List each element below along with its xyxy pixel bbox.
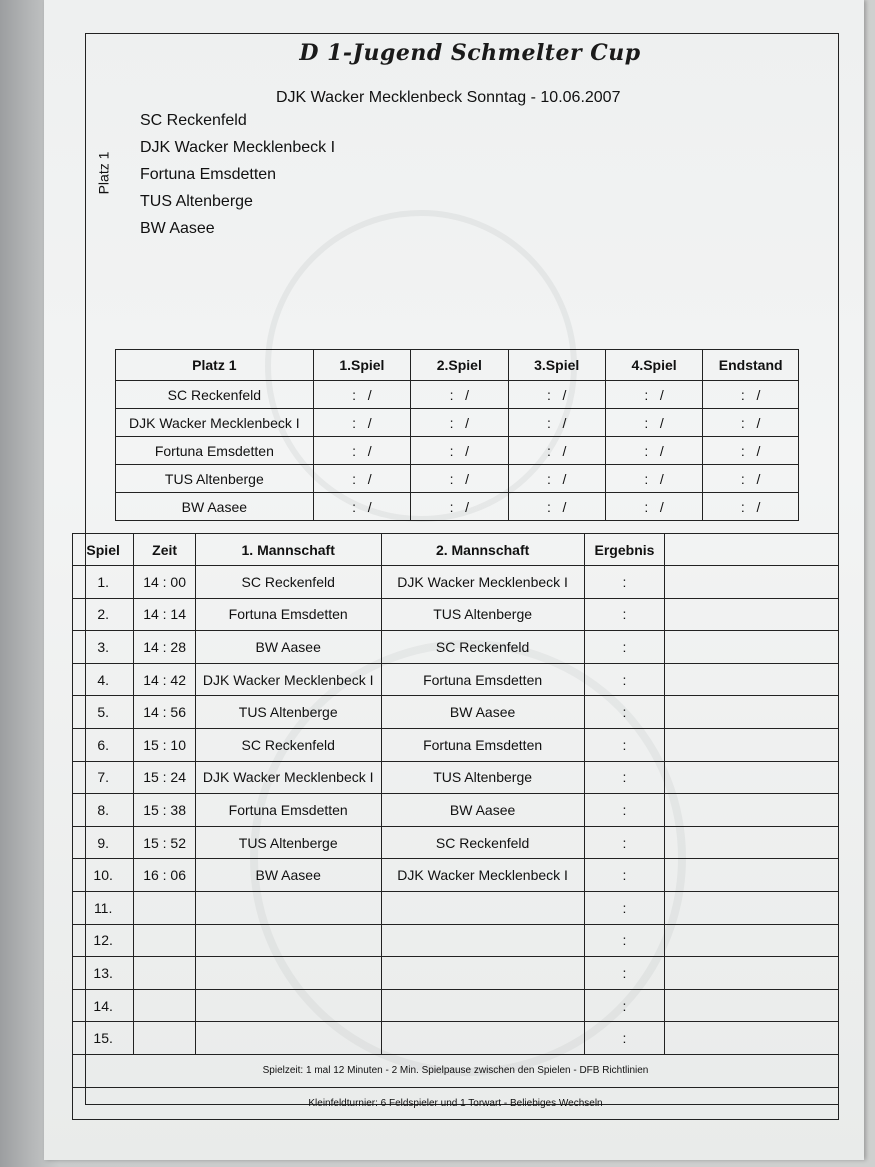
schedule-time xyxy=(134,891,196,924)
schedule-game-number: 13. xyxy=(73,957,134,990)
group-label-vertical: Platz 1 xyxy=(95,151,112,195)
schedule-game-number: 10. xyxy=(73,859,134,892)
standings-score-cell[interactable]: : / xyxy=(313,437,410,465)
schedule-result-cell[interactable]: : xyxy=(584,924,665,957)
schedule-row xyxy=(73,957,839,990)
schedule-table xyxy=(72,533,839,1120)
schedule-header: Spiel xyxy=(73,534,134,566)
schedule-team2: DJK Wacker Mecklenbeck I xyxy=(381,859,584,892)
schedule-header xyxy=(665,534,839,566)
schedule-team1: DJK Wacker Mecklenbeck I xyxy=(195,761,381,794)
schedule-team2: Fortuna Emsdetten xyxy=(381,728,584,761)
standings-header: Platz 1 xyxy=(116,350,314,381)
schedule-note-row xyxy=(73,1054,839,1087)
schedule-note: Spielzeit: 1 mal 12 Minuten - 2 Min. Spielpause zwischen den Spielen - DFB Richtlinien xyxy=(73,1054,839,1087)
standings-score-cell[interactable]: : / xyxy=(703,381,799,409)
schedule-team1: Fortuna Emsdetten xyxy=(195,598,381,631)
schedule-team2: BW Aasee xyxy=(381,794,584,827)
schedule-notes-cell xyxy=(665,696,839,729)
standings-header: 1.Spiel xyxy=(313,350,410,381)
schedule-result-cell[interactable]: : xyxy=(584,696,665,729)
standings-score-cell[interactable]: : / xyxy=(605,381,702,409)
schedule-game-number: 8. xyxy=(73,794,134,827)
schedule-game-number: 6. xyxy=(73,728,134,761)
schedule-notes-cell xyxy=(665,989,839,1022)
schedule-time xyxy=(134,957,196,990)
schedule-row xyxy=(73,663,839,696)
page-title: D 1-Jugend Schmelter Cup xyxy=(299,40,641,66)
schedule-row xyxy=(73,891,839,924)
schedule-team2: SC Reckenfeld xyxy=(381,631,584,664)
schedule-time xyxy=(134,989,196,1022)
schedule-row xyxy=(73,728,839,761)
schedule-row xyxy=(73,631,839,664)
team-list-item: DJK Wacker Mecklenbeck I xyxy=(140,139,336,156)
standings-score-cell[interactable]: : / xyxy=(508,381,605,409)
schedule-game-number: 3. xyxy=(73,631,134,664)
schedule-team1: SC Reckenfeld xyxy=(195,566,381,599)
schedule-team1: SC Reckenfeld xyxy=(195,728,381,761)
schedule-team1: BW Aasee xyxy=(195,859,381,892)
standings-score-cell[interactable]: : / xyxy=(508,465,605,493)
schedule-result-cell[interactable]: : xyxy=(584,826,665,859)
standings-score-cell[interactable]: : / xyxy=(313,493,410,521)
schedule-time: 16 : 06 xyxy=(134,859,196,892)
schedule-time: 14 : 28 xyxy=(134,631,196,664)
schedule-game-number: 15. xyxy=(73,1022,134,1055)
standings-score-cell[interactable]: : / xyxy=(411,493,508,521)
schedule-notes-cell xyxy=(665,728,839,761)
standings-team-cell: BW Aasee xyxy=(116,493,314,521)
standings-header-row xyxy=(116,350,799,381)
schedule-team1 xyxy=(195,989,381,1022)
schedule-note: Kleinfeldturnier: 6 Feldspieler und 1 Torwart - Beliebiges Wechseln xyxy=(73,1087,839,1120)
schedule-notes-cell xyxy=(665,859,839,892)
standings-score-cell[interactable]: : / xyxy=(605,437,702,465)
standings-row xyxy=(116,437,799,465)
standings-row xyxy=(116,493,799,521)
schedule-game-number: 7. xyxy=(73,761,134,794)
schedule-notes-cell xyxy=(665,631,839,664)
schedule-team2: BW Aasee xyxy=(381,696,584,729)
schedule-notes-cell xyxy=(665,957,839,990)
schedule-game-number: 1. xyxy=(73,566,134,599)
standings-score-cell[interactable]: : / xyxy=(411,465,508,493)
schedule-notes-cell xyxy=(665,891,839,924)
standings-score-cell[interactable]: : / xyxy=(313,381,410,409)
standings-header: Endstand xyxy=(703,350,799,381)
schedule-team2 xyxy=(381,989,584,1022)
standings-header: 2.Spiel xyxy=(411,350,508,381)
standings-score-cell[interactable]: : / xyxy=(508,409,605,437)
schedule-team1: DJK Wacker Mecklenbeck I xyxy=(195,663,381,696)
schedule-header: Ergebnis xyxy=(584,534,665,566)
schedule-team1 xyxy=(195,924,381,957)
schedule-note-row xyxy=(73,1087,839,1120)
schedule-row xyxy=(73,761,839,794)
schedule-header: 1. Mannschaft xyxy=(195,534,381,566)
schedule-notes-cell xyxy=(665,566,839,599)
standings-score-cell[interactable]: : / xyxy=(703,409,799,437)
standings-team-cell: DJK Wacker Mecklenbeck I xyxy=(116,409,314,437)
schedule-result-cell[interactable]: : xyxy=(584,631,665,664)
schedule-header-row xyxy=(73,534,839,566)
schedule-row xyxy=(73,989,839,1022)
standings-score-cell[interactable]: : / xyxy=(605,493,702,521)
standings-team-cell: Fortuna Emsdetten xyxy=(116,437,314,465)
standings-score-cell[interactable]: : / xyxy=(703,493,799,521)
schedule-time: 14 : 42 xyxy=(134,663,196,696)
schedule-row xyxy=(73,859,839,892)
team-list xyxy=(140,110,335,245)
schedule-notes-cell xyxy=(665,794,839,827)
team-list-item: BW Aasee xyxy=(140,220,215,237)
schedule-result-cell[interactable]: : xyxy=(584,598,665,631)
standings-score-cell[interactable]: : / xyxy=(508,493,605,521)
schedule-game-number: 11. xyxy=(73,891,134,924)
schedule-game-number: 2. xyxy=(73,598,134,631)
schedule-result-cell[interactable]: : xyxy=(584,859,665,892)
schedule-team2: Fortuna Emsdetten xyxy=(381,663,584,696)
standings-score-cell[interactable]: : / xyxy=(411,437,508,465)
schedule-team1 xyxy=(195,1022,381,1055)
schedule-result-cell[interactable]: : xyxy=(584,566,665,599)
schedule-team2 xyxy=(381,1022,584,1055)
schedule-result-cell[interactable]: : xyxy=(584,1022,665,1055)
schedule-time: 15 : 52 xyxy=(134,826,196,859)
standings-score-cell[interactable]: : / xyxy=(313,409,410,437)
schedule-notes-cell xyxy=(665,924,839,957)
standings-score-cell[interactable]: : / xyxy=(605,465,702,493)
standings-table xyxy=(115,349,799,521)
schedule-row xyxy=(73,566,839,599)
standings-score-cell[interactable]: : / xyxy=(313,465,410,493)
team-list-item: SC Reckenfeld xyxy=(140,112,247,129)
schedule-result-cell[interactable]: : xyxy=(584,728,665,761)
schedule-row xyxy=(73,924,839,957)
standings-score-cell[interactable]: : / xyxy=(411,409,508,437)
schedule-team1: Fortuna Emsdetten xyxy=(195,794,381,827)
schedule-time: 15 : 38 xyxy=(134,794,196,827)
schedule-team2 xyxy=(381,957,584,990)
schedule-header: 2. Mannschaft xyxy=(381,534,584,566)
standings-header: 4.Spiel xyxy=(605,350,702,381)
schedule-row xyxy=(73,696,839,729)
schedule-game-number: 9. xyxy=(73,826,134,859)
event-subtitle: DJK Wacker Mecklenbeck Sonntag - 10.06.2007 xyxy=(276,89,621,106)
schedule-notes-cell xyxy=(665,598,839,631)
schedule-team2 xyxy=(381,924,584,957)
schedule-time: 15 : 10 xyxy=(134,728,196,761)
schedule-team1 xyxy=(195,957,381,990)
schedule-game-number: 4. xyxy=(73,663,134,696)
schedule-time: 14 : 56 xyxy=(134,696,196,729)
schedule-team2: TUS Altenberge xyxy=(381,761,584,794)
team-list-item: Fortuna Emsdetten xyxy=(140,166,277,183)
schedule-notes-cell xyxy=(665,663,839,696)
schedule-result-cell[interactable]: : xyxy=(584,794,665,827)
schedule-result-cell[interactable]: : xyxy=(584,761,665,794)
schedule-team1 xyxy=(195,891,381,924)
standings-team-cell: TUS Altenberge xyxy=(116,465,314,493)
schedule-header: Zeit xyxy=(134,534,196,566)
standings-score-cell[interactable]: : / xyxy=(411,381,508,409)
standings-row xyxy=(116,409,799,437)
schedule-team2: TUS Altenberge xyxy=(381,598,584,631)
schedule-row xyxy=(73,794,839,827)
standings-score-cell[interactable]: : / xyxy=(508,437,605,465)
schedule-result-cell[interactable]: : xyxy=(584,891,665,924)
schedule-result-cell[interactable]: : xyxy=(584,989,665,1022)
schedule-team2: DJK Wacker Mecklenbeck I xyxy=(381,566,584,599)
schedule-time xyxy=(134,1022,196,1055)
schedule-time xyxy=(134,924,196,957)
team-list-item: TUS Altenberge xyxy=(140,193,253,210)
schedule-notes-cell xyxy=(665,826,839,859)
schedule-team1: BW Aasee xyxy=(195,631,381,664)
standings-score-cell[interactable]: : / xyxy=(703,437,799,465)
standings-score-cell[interactable]: : / xyxy=(703,465,799,493)
schedule-time: 14 : 00 xyxy=(134,566,196,599)
schedule-notes-cell xyxy=(665,761,839,794)
standings-row xyxy=(116,381,799,409)
schedule-row xyxy=(73,598,839,631)
standings-row xyxy=(116,465,799,493)
schedule-time: 15 : 24 xyxy=(134,761,196,794)
schedule-team2: SC Reckenfeld xyxy=(381,826,584,859)
standings-score-cell[interactable]: : / xyxy=(605,409,702,437)
schedule-game-number: 12. xyxy=(73,924,134,957)
standings-header: 3.Spiel xyxy=(508,350,605,381)
schedule-row xyxy=(73,1022,839,1055)
schedule-game-number: 14. xyxy=(73,989,134,1022)
schedule-team2 xyxy=(381,891,584,924)
schedule-team1: TUS Altenberge xyxy=(195,826,381,859)
schedule-time: 14 : 14 xyxy=(134,598,196,631)
schedule-result-cell[interactable]: : xyxy=(584,957,665,990)
standings-team-cell: SC Reckenfeld xyxy=(116,381,314,409)
schedule-notes-cell xyxy=(665,1022,839,1055)
schedule-game-number: 5. xyxy=(73,696,134,729)
schedule-row xyxy=(73,826,839,859)
schedule-team1: TUS Altenberge xyxy=(195,696,381,729)
schedule-result-cell[interactable]: : xyxy=(584,663,665,696)
